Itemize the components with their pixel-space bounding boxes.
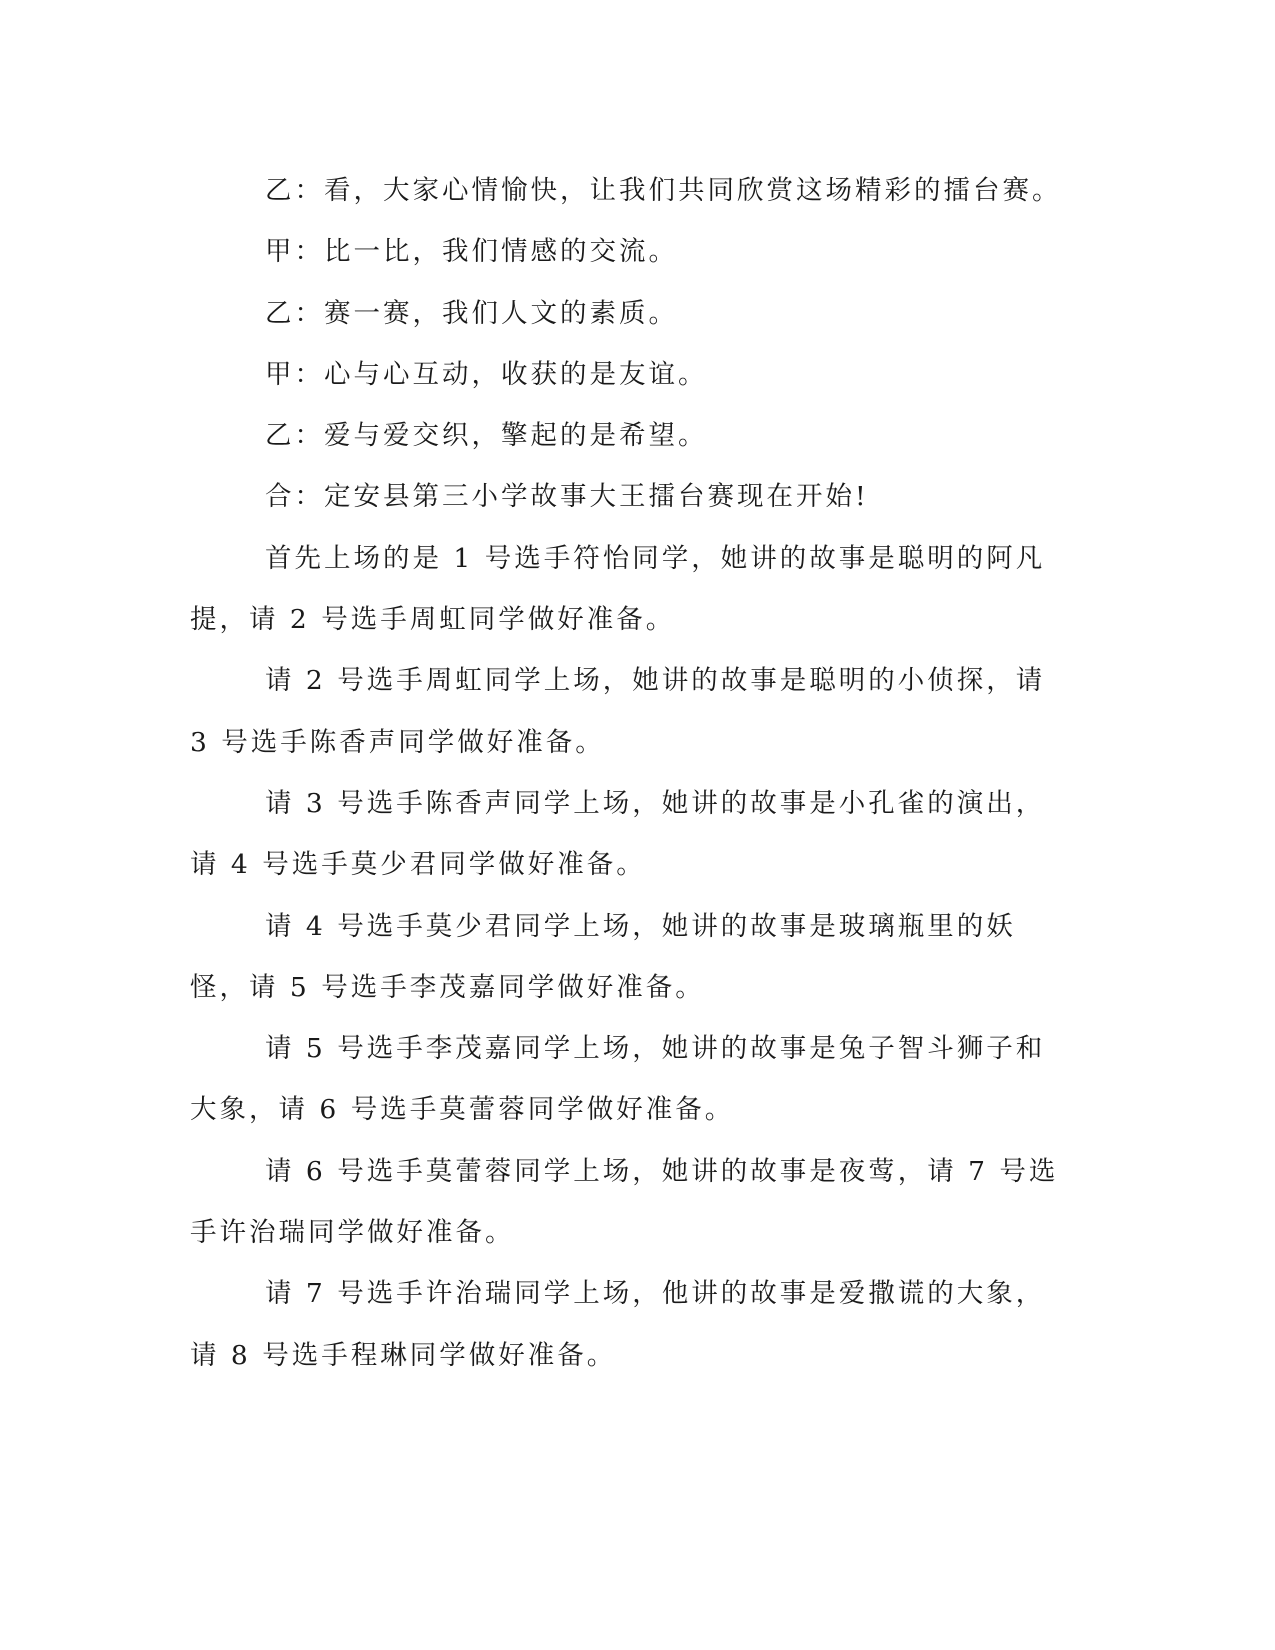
paragraph-9: 请 3 号选手陈香声同学上场，她讲的故事是小孔雀的演出，请 4 号选手莫少君同学做好准备。	[190, 787, 1046, 881]
paragraph-7: 首先上场的是 1 号选手符怡同学，她讲的故事是聪明的阿凡提，请 2 号选手周虹同学做好准备。	[190, 542, 1046, 636]
paragraph-6: 合：定安县第三小学故事大王擂台赛现在开始!	[265, 481, 869, 513]
paragraph-11: 请 5 号选手李茂嘉同学上场，她讲的故事是兔子智斗狮子和大象，请 6 号选手莫蕾蓉同学做好准备。	[190, 1033, 1046, 1126]
paragraph-13: 请 7 号选手许治瑞同学上场，他讲的故事是爱撒谎的大象，请 8 号选手程琳同学做好准备。	[190, 1278, 1046, 1371]
paragraph-10: 请 4 号选手莫少君同学上场，她讲的故事是玻璃瓶里的妖怪，请 5 号选手李茂嘉同学做好准备。	[190, 910, 1016, 1003]
paragraph-12: 请 6 号选手莫蕾蓉同学上场，她讲的故事是夜莺，请 7 号选手许治瑞同学做好准备。	[190, 1155, 1059, 1249]
paragraph-8: 请 2 号选手周虹同学上场，她讲的故事是聪明的小侦探，请 3 号选手陈香声同学做好准备。	[190, 665, 1046, 758]
paragraph-5: 乙：爱与爱交织，擎起的是希望。	[265, 420, 708, 452]
paragraph-2: 甲：比一比，我们情感的交流。	[265, 236, 678, 268]
paragraph-4: 甲：心与心互动，收获的是友谊。	[265, 358, 708, 390]
document-body	[190, 160, 1070, 1386]
paragraph-3: 乙：赛一赛，我们人文的素质。	[265, 297, 678, 329]
paragraph-1: 乙：看，大家心情愉快，让我们共同欣赏这场精彩的擂台赛。	[265, 175, 1062, 206]
